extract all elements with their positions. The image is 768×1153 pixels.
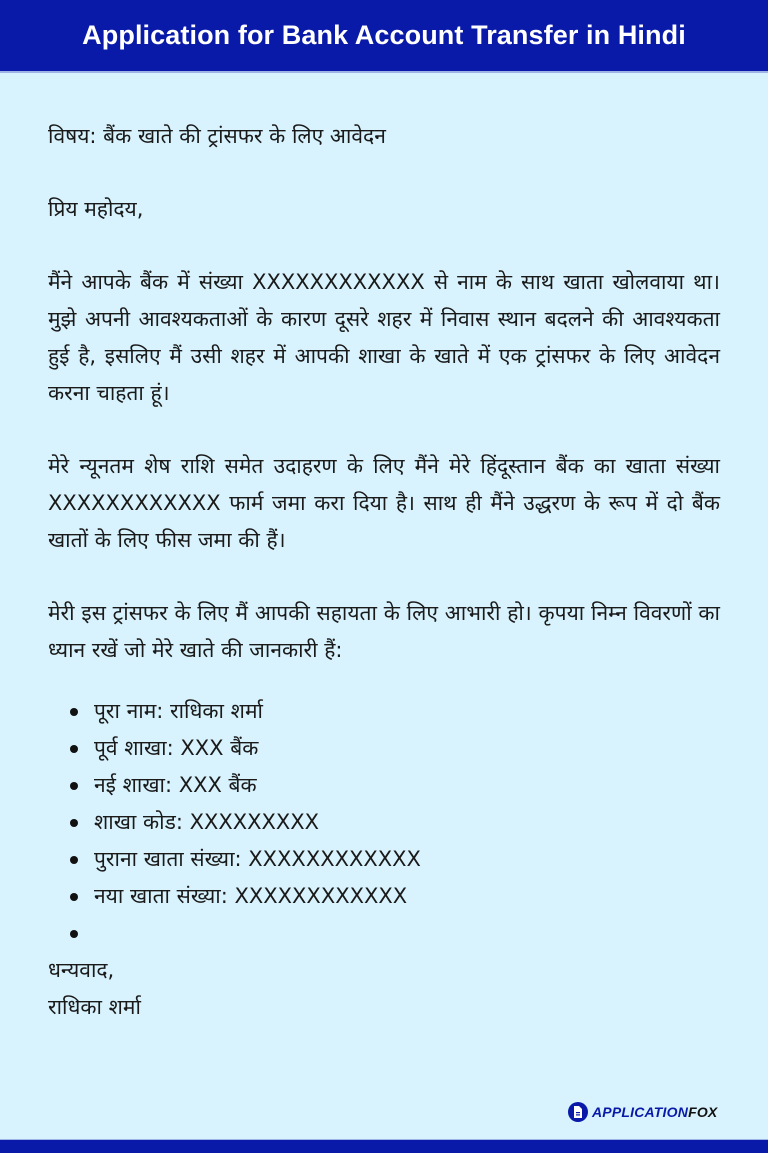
bullet-icon	[70, 708, 78, 716]
list-item	[70, 804, 720, 841]
letter-salutation: प्रिय महोदय,	[48, 197, 144, 221]
list-item	[70, 730, 720, 767]
detail-branch-code: शाखा कोड: XXXXXXXXX	[94, 810, 320, 834]
bullet-icon	[70, 893, 78, 901]
footer-bar	[0, 1139, 768, 1153]
detail-full-name: पूरा नाम: राधिका शर्मा	[94, 699, 263, 723]
page-title: Application for Bank Account Transfer in Hindi	[82, 20, 686, 50]
letter-paragraph-2: मेरे न्यूनतम शेष राशि समेत उदाहरण के लिए मैंने मेरे हिंदूस्तान बैंक का खाता संख्या XXXXXXXXXXXX फार्म जमा करा दिया है। साथ ही मैंने उद्धरण के रूप में दो बैंक खातों के लिए फीस जमा की हैं।	[48, 454, 720, 552]
list-item	[70, 767, 720, 804]
letter-subject: विषय: बैंक खाते की ट्रांसफर के लिए आवेदन	[48, 124, 386, 148]
list-item	[70, 915, 720, 952]
detail-new-branch: नई शाखा: XXX बैंक	[94, 773, 257, 797]
bullet-icon	[70, 819, 78, 827]
detail-new-account-number: नया खाता संख्या: XXXXXXXXXXXX	[94, 884, 408, 908]
letter-paragraph-1: मैंने आपके बैंक में संख्या XXXXXXXXXXXX से नाम के साथ खाता खोलवाया था। मुझे अपनी आवश्यकताओं के कारण दूसरे शहर में निवास स्थान बदलने की आवश्यकता हुई है, इसलिए मैं उसी शहर में आपकी शाखा के खाते में एक ट्रांसफर के लिए आवेदन करना चाहता हूं।	[48, 270, 720, 405]
bullet-icon	[70, 782, 78, 790]
letter-body	[48, 118, 720, 1026]
bullet-icon	[70, 856, 78, 864]
letter-closing: धन्यवाद,	[48, 958, 115, 982]
logo-text: APPLICATIONFOX	[592, 1104, 718, 1120]
bullet-icon	[70, 930, 78, 938]
list-item	[70, 878, 720, 915]
list-item	[70, 841, 720, 878]
letter-signature: राधिका शर्मा	[48, 995, 141, 1019]
detail-old-account-number: पुराना खाता संख्या: XXXXXXXXXXXX	[94, 847, 421, 871]
page-header	[0, 0, 768, 73]
document-icon	[568, 1102, 588, 1122]
detail-previous-branch: पूर्व शाखा: XXX बैंक	[94, 736, 259, 760]
bullet-icon	[70, 745, 78, 753]
letter-paragraph-3: मेरी इस ट्रांसफर के लिए मैं आपकी सहायता के लिए आभारी हो। कृपया निम्न विवरणों का ध्यान रखें जो मेरे खाते की जानकारी हैं:	[48, 601, 720, 662]
account-details-list	[48, 693, 720, 952]
applicationfox-logo	[568, 1102, 717, 1122]
list-item	[70, 693, 720, 730]
